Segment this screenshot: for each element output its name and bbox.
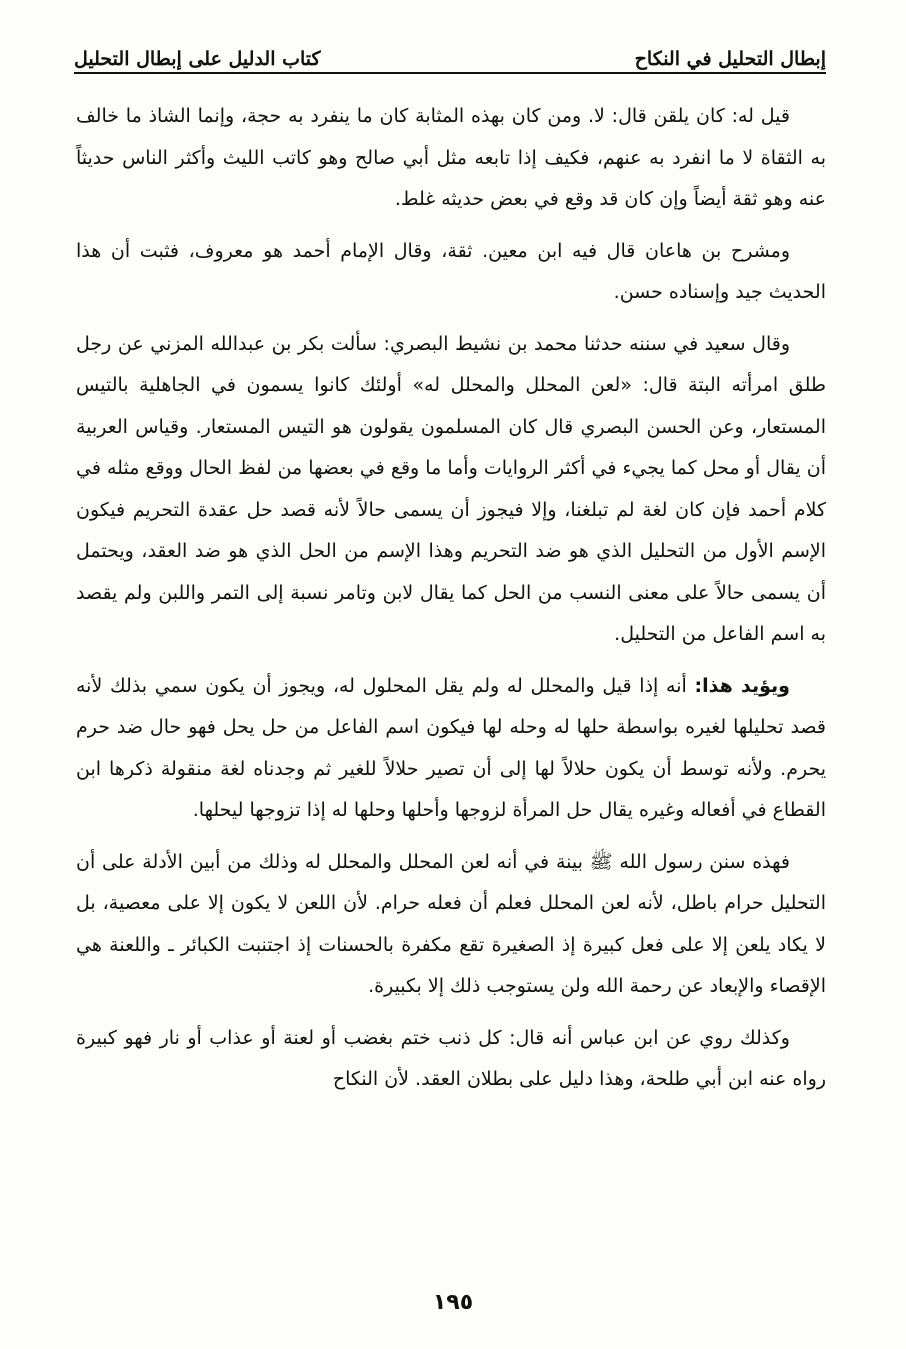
page-body	[76, 96, 826, 1111]
header-book-title: إبطال التحليل في النكاح	[634, 48, 826, 70]
running-header	[74, 36, 826, 70]
page-number: ١٩٥	[432, 1290, 474, 1315]
header-chapter-title: كتاب الدليل على إبطال التحليل	[74, 48, 321, 70]
paragraph-lead-term: ويؤيد هذا:	[694, 674, 790, 697]
header-divider	[74, 72, 826, 74]
paragraph-2: ومشرح بن هاعان قال فيه ابن معين. ثقة، وقال الإمام أحمد هو معروف، فثبت أن هذا الحديث جيد وإسناده حسن.	[76, 239, 826, 303]
paragraph-5: فهذه سنن رسول الله ﷺ بينة في أنه لعن المحلل والمحلل له وذلك من أبين الأدلة على أن التحليل حرام باطل، لأنه لعن المحلل فعلم أن فعله حرام. لأن اللعن لا يكون إلا على معصية، بل لا يكاد يلعن إلا على فعل كبيرة إذ الصغيرة تقع مكفرة بالحسنات إذ اجتنبت الكبائر ـ واللعنة هي الإقصاء والإبعاد عن رحمة الله ولن يستوجب ذلك إلا بكبيرة.	[76, 850, 826, 997]
paragraph-1: قيل له: كان يلقن قال: لا. ومن كان بهذه المثابة كان ما ينفرد به حجة، وإنما الشاذ ما خالف به الثقاة لا ما انفرد به عنهم، فكيف إذا تابعه مثل أبي صالح وهو كاتب الليث وأكثر الناس حديثاً عنه وهو ثقة أيضاً وإن كان قد وقع في بعض حديثه غلط.	[76, 105, 826, 210]
paragraph-4: ويؤيد هذا: أنه إذا قيل والمحلل له ولم يقل المحلول له، ويجوز أن يكون سمي بذلك لأنه قصد تحليلها لغيره بواسطة حلها له وحله لها فيكون اسم الفاعل من حل يحل فهو حال ضد حرم يحرم. ولأنه توسط أن يكون حلالاً لها إلى أن تصير حلالاً للغير ثم وجدناه لغة منقولة ذكرها ابن القطاع في أفعاله وغيره يقال حل المرأة لزوجها وأحلها وحلها له إذا تزوجها ليحلها.	[76, 674, 826, 821]
paragraph-6: وكذلك روي عن ابن عباس أنه قال: كل ذنب ختم بغضب أو لعنة أو عذاب أو نار فهو كبيرة رواه عنه ابن أبي طلحة، وهذا دليل على بطلان العقد. لأن النكاح	[76, 1026, 826, 1090]
paragraph-3: وقال سعيد في سننه حدثنا محمد بن نشيط البصري: سألت بكر بن عبدالله المزني عن رجل طلق امرأته البتة قال: «لعن المحلل والمحلل له» أولئك كانوا يسمون في الجاهلية بالتيس المستعار، وعن الحسن البصري قال كان المسلمون يقولون هو التيس المستعار. وقياس العربية أن يقال أو محل كما يجيء في أكثر الروايات وأما ما وقع في بعضها من لفظ الحال ووقع مثله في كلام أحمد فإن كان لغة لم تبلغنا، وإلا فيجوز أن يسمى حالاً لأنه قصد حل عقدة التحريم فيكون الإسم الأول من التحليل الذي هو ضد التحريم وهذا الإسم من الحل الذي هو ضد العقد، ويحتمل أن يسمى حالاً على معنى النسب من الحل كما يقال لابن وتامر نسبة إلى التمر واللبن ولم يقصد به اسم الفاعل من التحليل.	[76, 332, 826, 645]
